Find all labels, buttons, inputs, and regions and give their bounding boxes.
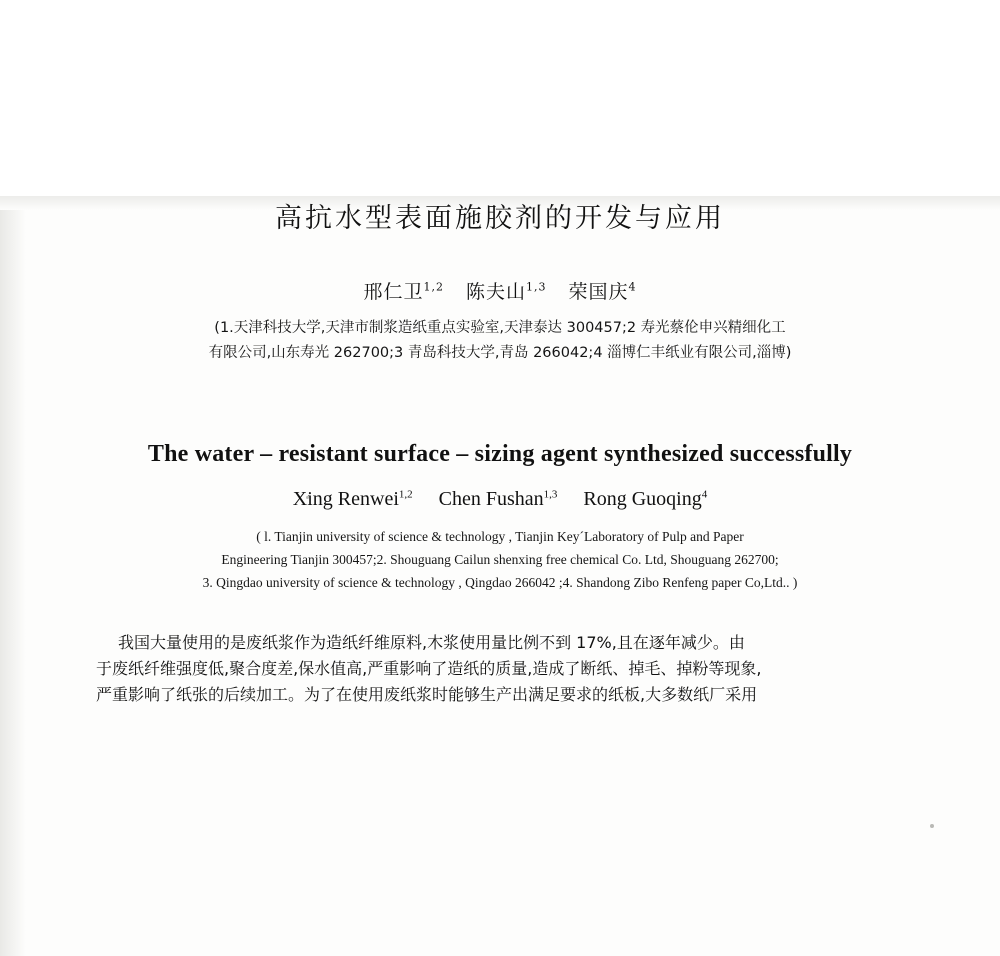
author-affiliation-marker: 1,3 — [543, 488, 558, 500]
body-line: 于废纸纤维强度低,聚合度差,保水值高,严重影响了造纸的质量,造成了断纸、掉毛、掉粉等现象, — [96, 659, 762, 679]
author-name: Rong Guoqing — [583, 487, 702, 510]
document-content — [0, 196, 1000, 708]
affiliation-block-english — [70, 525, 930, 595]
scanned-page — [0, 196, 1000, 956]
author-affiliation-marker: 4 — [628, 280, 637, 294]
author-affiliation-marker: 4 — [701, 488, 708, 500]
page-title-chinese: 高抗水型表面施胶剂的开发与应用 — [275, 203, 725, 234]
body-line-text: 我国大量使用的是废纸浆作为造纸纤维原料,木浆使用量比例不到 17%,且在逐年减少。由 — [118, 633, 745, 653]
affiliation-line: 有限公司,山东寿光 262700;3 青岛科技大学,青岛 266042;4 淄博仁丰纸业有限公司,淄博) — [208, 345, 792, 362]
author-affiliation-marker: 1,3 — [526, 280, 547, 294]
body-paragraph — [70, 630, 930, 708]
page-title-english: The water – resistant surface – sizing agent synthesized successfully — [147, 440, 853, 467]
body-line: 严重影响了纸张的后续加工。为了在使用废纸浆时能够生产出满足要求的纸板,大多数纸厂采用 — [96, 685, 758, 705]
author-name: 荣国庆 — [568, 281, 629, 303]
author-affiliation-marker: 1,2 — [398, 488, 413, 500]
affiliation-line: (1.天津科技大学,天津市制浆造纸重点实验室,天津泰达 300457;2 寿光蔡伦申兴精细化工 — [214, 320, 786, 336]
author-list-chinese — [70, 277, 930, 304]
body-line — [96, 630, 908, 656]
author-name: Chen Fushan — [438, 487, 544, 510]
affiliation-line: ( l. Tianjin university of science & technology , Tianjin Key´Laboratory of Pulp and Paper — [256, 528, 744, 544]
scan-speck — [930, 824, 934, 828]
author-affiliation-marker: 1,2 — [423, 280, 444, 294]
affiliation-block-chinese — [70, 316, 930, 367]
author-name: Xing Renwei — [292, 487, 399, 510]
affiliation-line: Engineering Tianjin 300457;2. Shouguang Cailun shenxing free chemical Co. Ltd, Shouguang 262700; — [221, 551, 779, 567]
author-name: 陈夫山 — [465, 281, 526, 303]
author-list-english — [70, 488, 930, 511]
affiliation-line: 3. Qingdao university of science & technology , Qingdao 266042 ;4. Shandong Zibo Renfeng paper Co,Ltd.. ) — [202, 575, 798, 591]
author-name: 邢仁卫 — [363, 281, 424, 303]
